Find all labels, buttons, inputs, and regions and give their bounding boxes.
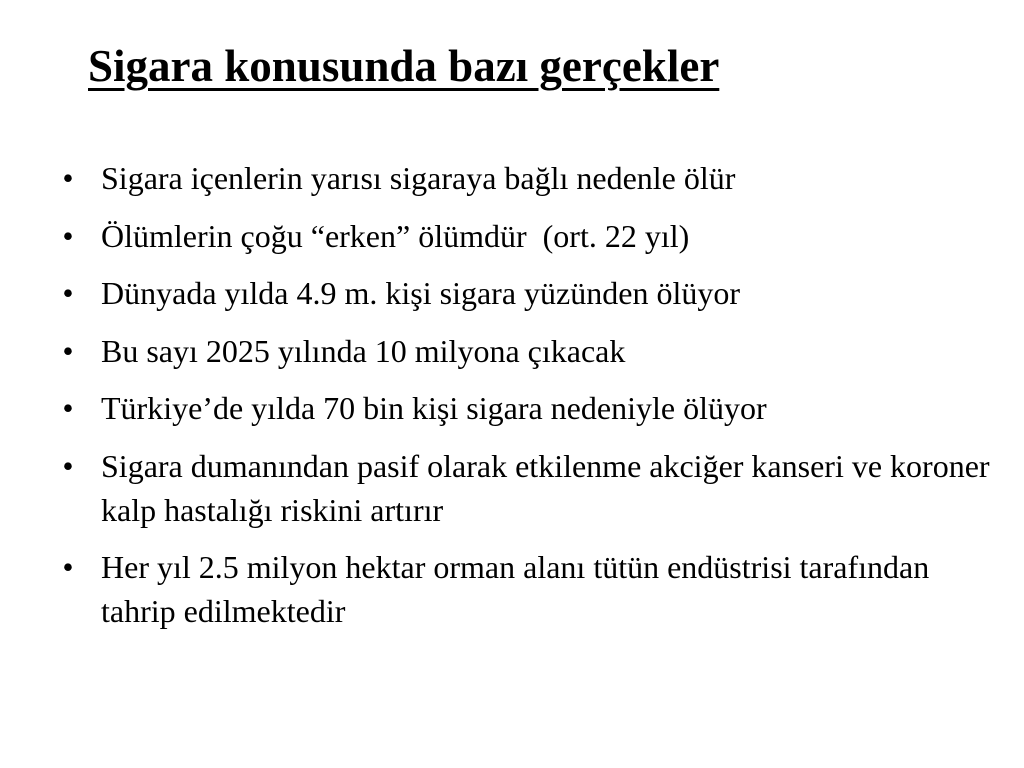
bullet-text: Sigara içenlerin yarısı sigaraya bağlı nedenle ölür [101,160,736,196]
bullet-icon: • [62,217,74,254]
list-item [58,156,998,200]
slide-title: Sigara konusunda bazı gerçekler [88,41,720,91]
bullet-text: Türkiye’de yılda 70 bin kişi sigara nedeniyle ölüyor [101,390,767,426]
list-item [58,329,998,373]
bullet-text: Sigara dumanından pasif olarak etkilenme akciğer kanseri ve koroner kalp hastalığı riskini artırır [101,447,990,528]
list-item [58,386,998,430]
bullet-text: Her yıl 2.5 milyon hektar orman alanı tütün endüstrisi tarafından tahrip edilmektedir [101,549,930,629]
bullet-icon: • [62,549,74,585]
bullet-icon: • [62,390,74,426]
bullet-text: Ölümlerin çoğu “erken” ölümdür (ort. 22 yıl) [101,217,690,254]
list-item [58,271,998,315]
bullet-list [58,156,998,633]
bullet-icon: • [62,447,74,484]
bullet-icon: • [62,332,74,369]
bullet-text: Dünyada yılda 4.9 m. kişi sigara yüzünden ölüyor [101,275,740,311]
list-item [58,444,998,532]
list-item [58,545,998,633]
bullet-icon: • [62,275,74,311]
bullet-text: Bu sayı 2025 yılında 10 milyona çıkacak [101,332,626,369]
bullet-icon: • [62,160,74,196]
list-item [58,214,998,258]
